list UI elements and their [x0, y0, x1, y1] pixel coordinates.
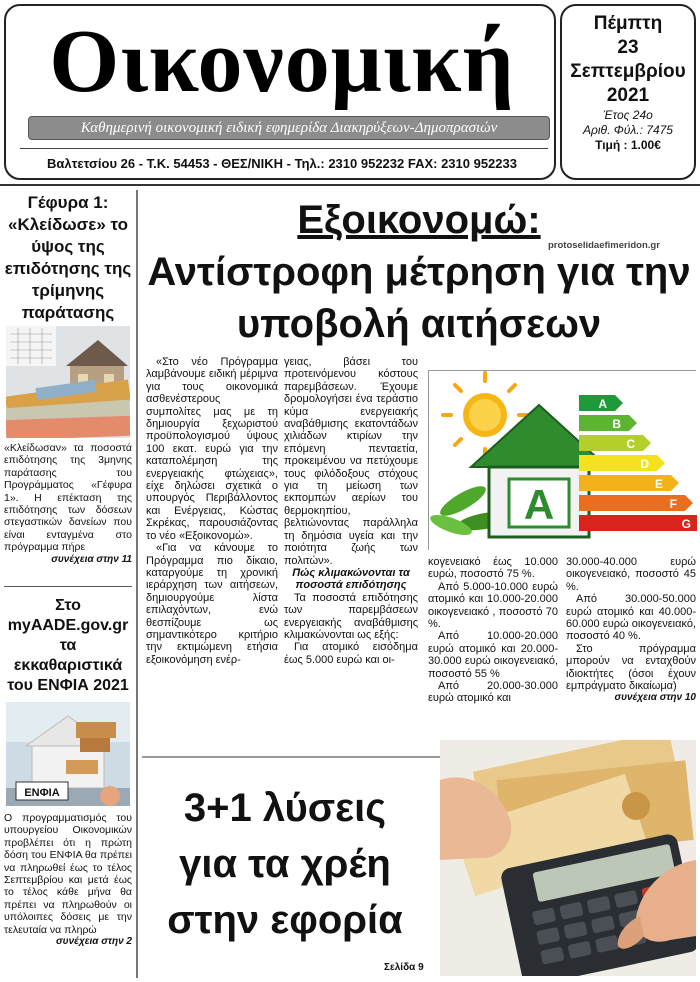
masthead-divider — [20, 148, 548, 149]
main-col3-paragraph-1: κογενειακό έως 10.000 ευρώ, ποσοστό 75 %. — [428, 556, 558, 581]
main-col2-paragraph-2: Τα ποσοστά επιδότησης των παρεμβάσεων ενεργειακής αναβάθμισης κλιμακώνονται ως εξής: — [284, 591, 418, 641]
energy-class-bar-b — [579, 415, 637, 431]
energy-class-label-g: G — [681, 517, 691, 531]
energy-class-bar-c — [579, 435, 651, 451]
subtitle-banner — [28, 116, 550, 140]
energy-class-bar-g — [579, 515, 697, 531]
banknotes-photo — [6, 326, 130, 438]
energy-house-letter: A — [523, 481, 555, 528]
main-story-column-1 — [146, 356, 278, 666]
newspaper-title: Οικονομική — [49, 12, 515, 111]
main-story-column-3 — [428, 556, 558, 705]
price-value: 1.00€ — [630, 138, 661, 152]
issue-number: Αριθ. Φύλ.: 7475 — [583, 123, 673, 137]
main-col2-subhead: Πώς κλιμακώνονται τα ποσοστά επιδότησης — [292, 566, 410, 592]
enfia-sign-label: ΕΝΦΙΑ — [24, 787, 60, 799]
publisher-address: Βαλτετσίου 26 - Τ.Κ. 54453 - ΘΕΣ/ΝΙΚΗ - Τηλ.: 2310 952232 FAX: 2310 952233 — [47, 156, 517, 171]
issue-price — [562, 138, 694, 153]
debt-story-headline[interactable]: 3+1 λύσεις για τα χρέη στην εφορία — [167, 786, 403, 942]
main-col1-paragraph-2: «Για να κάνουμε το Πρόγραμμα πιο δίκαιο, καταργούμε τη χρονική ιεράρχηση των αιτήσεων, δημιουργούμε λίστα επιλαχόντων, ενώ θεσπίζουμε ως σημαντικότερο κριτήριο την εκτιμώμενη ετήσια εξοικονόμηση ενέρ- — [146, 542, 278, 666]
story-enfia-headline[interactable]: Στο myAADE.gov.gr τα εκκαθαριστικά του ΕΝΦΙΑ 2021 — [7, 597, 129, 694]
main-col4-paragraph-2: Από 30.000-50.000 ευρώ ατομικό και 40.000-60.000 ευρώ οικογενειακό, ποσοστό 40 %. — [566, 593, 696, 643]
newspaper-subtitle: Καθημερινή οικονομική ειδική εφημερίδα Διακηρύξεων-Δημοπρασιών — [80, 120, 498, 136]
story-gefyra-headline[interactable]: Γέφυρα 1: «Κλείδωσε» το ύψος της επιδότησης της τρίμηνης παράτασης — [4, 193, 132, 322]
debt-story-page-ref[interactable]: Σελίδα 9 — [384, 962, 424, 973]
energy-efficiency-illustration — [428, 370, 696, 550]
price-label: Τιμή : — [595, 138, 628, 152]
main-col4-paragraph-3: Στο πρόγραμμα μπορούν να ενταχθούν ιδιοκτήτες (όσοι έχουν εμπράγματο δικαίωμα) — [566, 642, 696, 693]
main-story-column-2 — [284, 356, 418, 666]
source-watermark: protoselidaefimeridon.gr — [548, 240, 660, 251]
story-gefyra-text: «Κλείδωσαν» τα ποσοστά επιδότησης της 3μηνης παράτασης του Προγράμματος «Γέφυρα 1». Η επέκταση της επιδότησης των δόσεων στεγαστικών δανείων που είναι ενταγμένα στο πρόγραμμα πήρε — [4, 442, 132, 554]
main-col1-paragraph-1: «Στο νέο Πρόγραμμα λαμβάνουμε ειδική μέριμνα για τους οικονομικά ασθενέστερους συμπολίτες μας με τη δημιουργία ξεχωριστού προϋπολογισμού ύψους 100 εκατ. ευρώ για την καταπολέμηση της ενεργειακής φτώχειας», είχε δηλώσει σχετικά ο υπουργός Περιβάλλοντος και Ενέργειας, Κώστας Σκρέκας, παρουσιάζοντας το νέο «Εξοικονομώ». — [146, 356, 278, 542]
main-story-column-4 — [566, 556, 696, 705]
issue-weekday: Πέμπτη — [593, 13, 663, 34]
enfia-houses-photo — [6, 702, 130, 806]
energy-class-label-a: A — [598, 397, 607, 411]
main-col3-paragraph-4: Από 20.000-30.000 ευρώ ατομικό και — [428, 680, 558, 705]
issue-volume: Έτος 24ο — [603, 108, 653, 122]
masthead — [4, 4, 556, 180]
left-story-divider — [4, 586, 132, 587]
energy-class-label-e: E — [654, 477, 663, 491]
story-enfia-continued[interactable]: συνέχεια στην 2 — [56, 936, 132, 948]
story-enfia-text: Ο προγραμματισμός του υπουργείου Οικονομικών προβλέπει ότι η πρώτη δόση του ΕΝΦΙΑ θα πρέπει να πληρωθεί έως το τέλος Σεπτεμβρίου και μετά έως το τέλος κάθε μήνα θα πρέπει να πληρωθούν οι υπόλοιπες δόσεις με την τελευταία να πληρώ — [4, 812, 132, 936]
issue-date-box — [560, 4, 696, 180]
main-story-continued[interactable]: συνέχεια στην 10 — [614, 692, 696, 704]
main-col2-paragraph-3: Για ατομικό εισόδημα έως 5.000 ευρώ και οι- — [284, 641, 418, 666]
energy-class-label-b: B — [612, 417, 621, 431]
main-story-kicker[interactable] — [142, 196, 696, 244]
energy-class-label-c: C — [626, 437, 635, 451]
energy-class-label-d: D — [640, 457, 649, 471]
header-divider — [0, 184, 700, 186]
energy-class-bar-e — [579, 475, 679, 491]
main-col3-paragraph-2: Από 5.000-10.000 ευρώ ατομικό και 10.000-20.000 οικογενειακό , ποσοστό 70 %. — [428, 580, 558, 631]
story-gefyra-continued[interactable]: συνέχεια στην 11 — [51, 553, 132, 565]
energy-class-bar-d — [579, 455, 665, 471]
main-col3-paragraph-3: Από 10.000-20.000 ευρώ ατομικό και 20.000-30.000 ευρώ οικογενειακό, ποσοστό 55 % — [428, 630, 558, 680]
main-col2-paragraph-1: γειας, βάσει του προτεινόμενου κόστους παρεμβάσεων. Έχουμε δρομολογήσει ένα τεράστιο κύμα ενεργειακής αναβάθμισης εκατοντάδων χιλιάδων κτιρίων την επόμενη πενταετία, προκειμένου να πετύχουμε τους φιλόδοξους στόχους για τη μείωση των εκπομπών αερίων του θερμοκηπίου, βελτιώνοντας παράλληλα τη δημόσια υγεία και την ποιότητα ζωής των πολιτών». — [284, 356, 418, 567]
issue-month: Σεπτεμβρίου — [570, 61, 686, 82]
issue-year: 2021 — [606, 85, 650, 106]
main-story-kicker-text[interactable]: Εξοικονομώ: — [297, 198, 541, 242]
column-divider — [136, 190, 138, 978]
story-gefyra-body — [4, 442, 132, 566]
story-enfia-body — [4, 812, 132, 948]
issue-day-number: 23 — [617, 37, 639, 58]
main-story-headline[interactable]: Αντίστροφη μέτρηση για την υποβολή αιτήσεων — [147, 250, 691, 346]
main-col4-paragraph-1: 30.000-40.000 ευρώ οικογενειακό, ποσοστό 45 %. — [566, 556, 696, 593]
calculator-euros-photo — [440, 740, 696, 976]
energy-class-label-f: F — [669, 497, 677, 511]
